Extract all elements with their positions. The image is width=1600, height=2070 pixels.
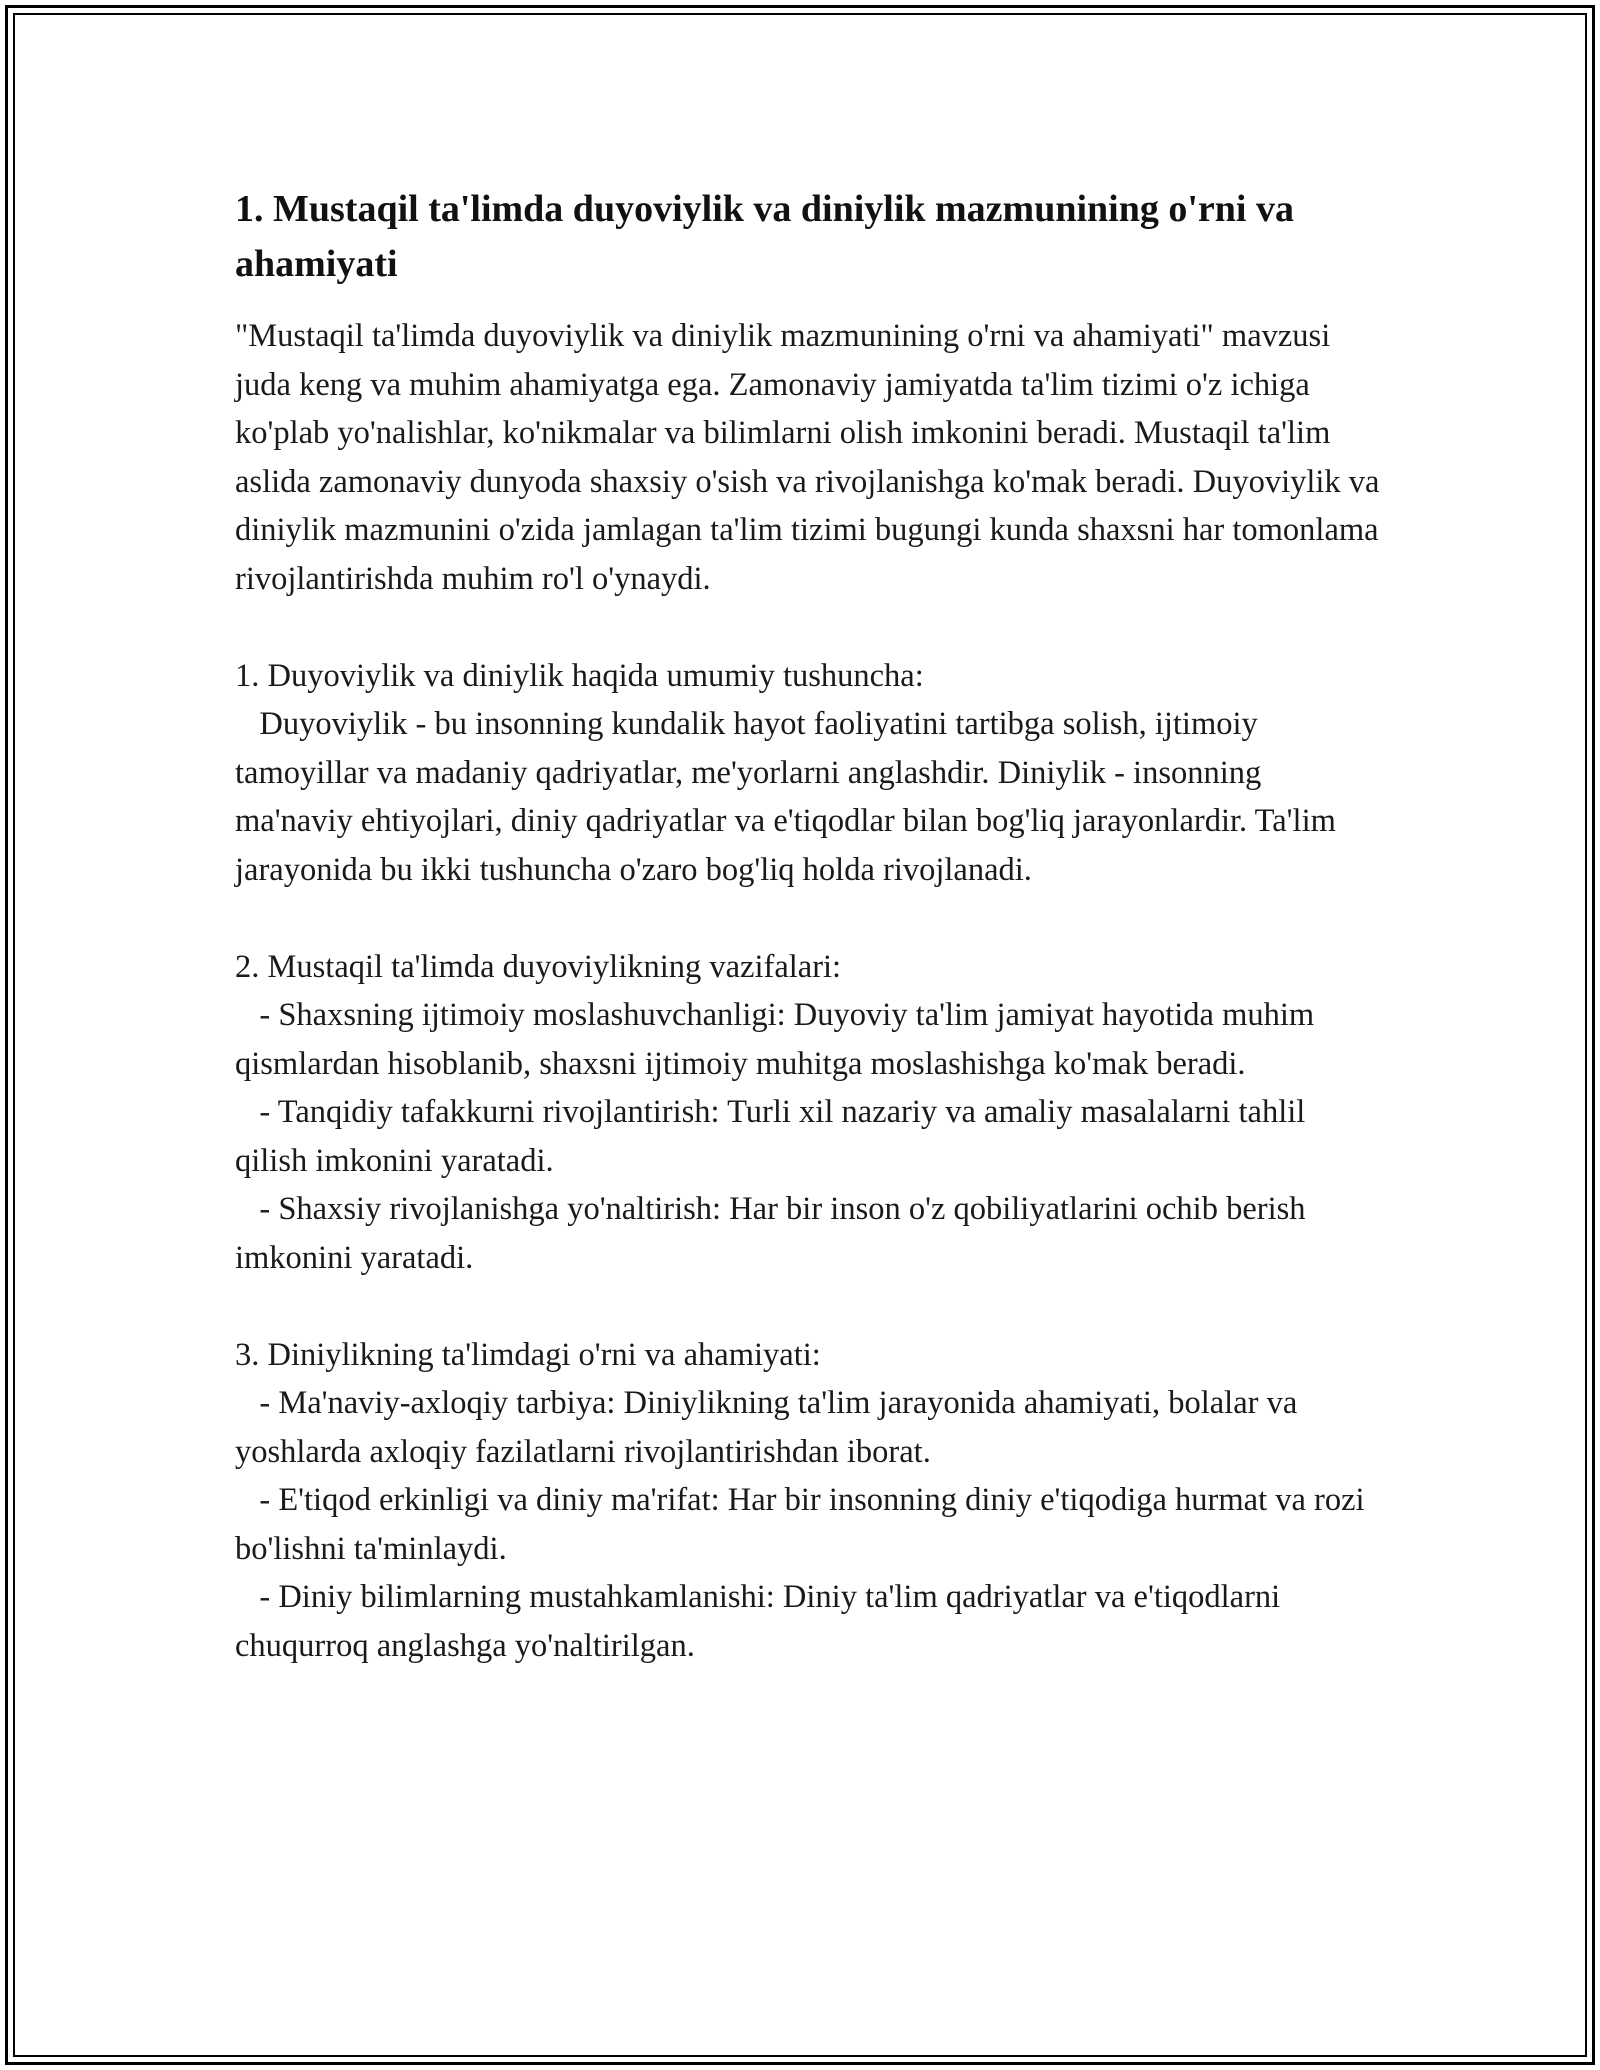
document-body <box>235 182 1380 1670</box>
document-title: 1. Mustaqil ta'limda duyoviylik va diniylik mazmunining o'rni va ahamiyati <box>235 188 1294 285</box>
section-religious-role <box>235 1331 1380 1671</box>
section-secular-tasks <box>235 943 1380 1283</box>
section-item: - Diniy bilimlarning mustahkamlanishi: Diniy ta'lim qadriyatlar va e'tiqodlarni chuqurroq anglashga yo'naltirilgan. <box>235 1579 1281 1664</box>
section-item: - Shaxsiy rivojlanishga yo'naltirish: Har bir inson o'z qobiliyatlarini ochib berish imkonini yaratadi. <box>235 1191 1306 1276</box>
section-item: - Ma'naviy-axloqiy tarbiya: Diniylikning ta'lim jarayonida ahamiyati, bolalar va yoshlarda axloqiy fazilatlarni rivojlantirishdan iborat. <box>235 1385 1298 1470</box>
section-item: - E'tiqod erkinligi va diniy ma'rifat: Har bir insonning diniy e'tiqodiga hurmat va rozi bo'lishni ta'minlaydi. <box>235 1482 1365 1567</box>
section-item: - Tanqidiy tafakkurni rivojlantirish: Turli xil nazariy va amaliy masalalarni tahlil qilish imkonini yaratadi. <box>235 1094 1306 1179</box>
section-heading: 2. Mustaqil ta'limda duyoviylikning vazifalari: <box>235 948 842 985</box>
section-item: Duyoviylik - bu insonning kundalik hayot faoliyatini tartibga solish, ijtimoiy tamoyillar va madaniy qadriyatlar, me'yorlarni anglashdir. Diniylik - insonning ma'naviy ehtiyojlari, diniy qadriyatlar va e'tiqodlar bilan bog'liq jarayonlardir. Ta'lim jarayonida bu ikki tushuncha o'zaro bog'liq holda rivojlanadi. <box>235 706 1336 888</box>
section-heading: 1. Duyoviylik va diniylik haqida umumiy tushuncha: <box>235 657 924 694</box>
section-general-concept <box>235 652 1380 895</box>
section-heading: 3. Diniylikning ta'limdagi o'rni va ahamiyati: <box>235 1336 821 1373</box>
intro-paragraph: "Mustaqil ta'limda duyoviylik va diniylik mazmunining o'rni va ahamiyati" mavzusi juda keng va muhim ahamiyatga ega. Zamonaviy jamiyatda ta'lim tizimi o'z ichiga ko'plab yo'nalishlar, ko'nikmalar va bilimlarni olish imkonini beradi. Mustaqil ta'lim aslida zamonaviy dunyoda shaxsiy o'sish va rivojlanishga ko'mak beradi. Duyoviylik va diniylik mazmunini o'zida jamlagan ta'lim tizimi bugungi kunda shaxsni har tomonlama rivojlantirishda muhim ro'l o'ynaydi. <box>235 318 1380 597</box>
section-item: - Shaxsning ijtimoiy moslashuvchanligi: Duyoviy ta'lim jamiyat hayotida muhim qismlardan hisoblanib, shaxsni ijtimoiy muhitga moslashishga ko'mak beradi. <box>235 997 1315 1082</box>
